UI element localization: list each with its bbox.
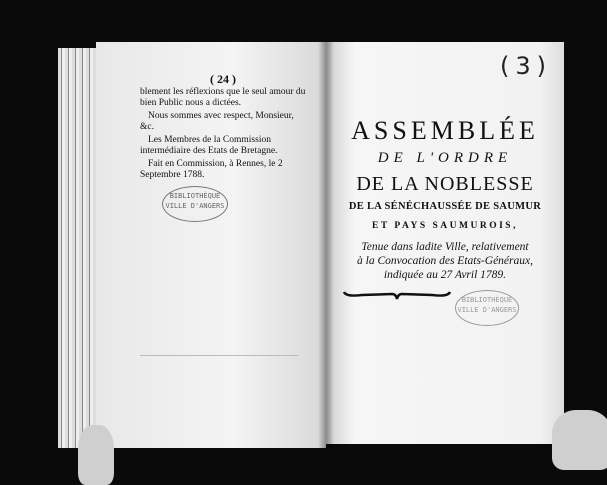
ornament-brace: [342, 288, 452, 302]
right-page-text: [330, 116, 560, 326]
hand-right: [552, 410, 607, 470]
subtitle: DE LA SÉNÉCHAUSSÉE DE SAUMUR: [348, 201, 542, 212]
text-line: Tenue dans ladite Ville, relativement: [361, 241, 529, 253]
footnote-rule: [140, 355, 298, 356]
left-page-text: [140, 72, 306, 222]
text-line: blement les réflexions que le seul amour du bien Public nous a dictées.: [140, 87, 306, 108]
page-edges: [58, 48, 98, 448]
subtitle: DE LA NOBLESSE: [356, 173, 534, 195]
subtitle: DE L'ORDRE: [377, 150, 513, 166]
text-line: Les Membres de la Commission intermédiaire des Etats de Bretagne.: [140, 135, 278, 156]
text-line: Fait en Commission, à Rennes, le 2 Septembre 1788.: [140, 159, 283, 180]
stamp-line: VILLE D'ANGERS: [457, 306, 517, 314]
library-stamp: [455, 290, 519, 326]
page-number: ( 24 ): [210, 72, 236, 86]
stamp-line: BIBLIOTHÈQUE: [169, 192, 221, 200]
handwritten-annotation: (3): [500, 52, 552, 80]
subtitle: ET PAYS SAUMUROIS,: [372, 221, 518, 231]
hand-left: [78, 425, 114, 485]
stamp-line: BIBLIOTHÈQUE: [461, 296, 513, 304]
text-line: indiquée au 27 Avril 1789.: [383, 269, 507, 281]
text-line: à la Convocation des Etats-Généraux,: [357, 255, 533, 267]
library-stamp: [162, 186, 228, 222]
ornament-row: [330, 286, 560, 326]
text-line: Nous sommes avec respect, Monsieur, &c.: [140, 111, 294, 132]
title: ASSEMBLÉE: [351, 116, 539, 145]
stamp-line: VILLE D'ANGERS: [165, 202, 225, 210]
